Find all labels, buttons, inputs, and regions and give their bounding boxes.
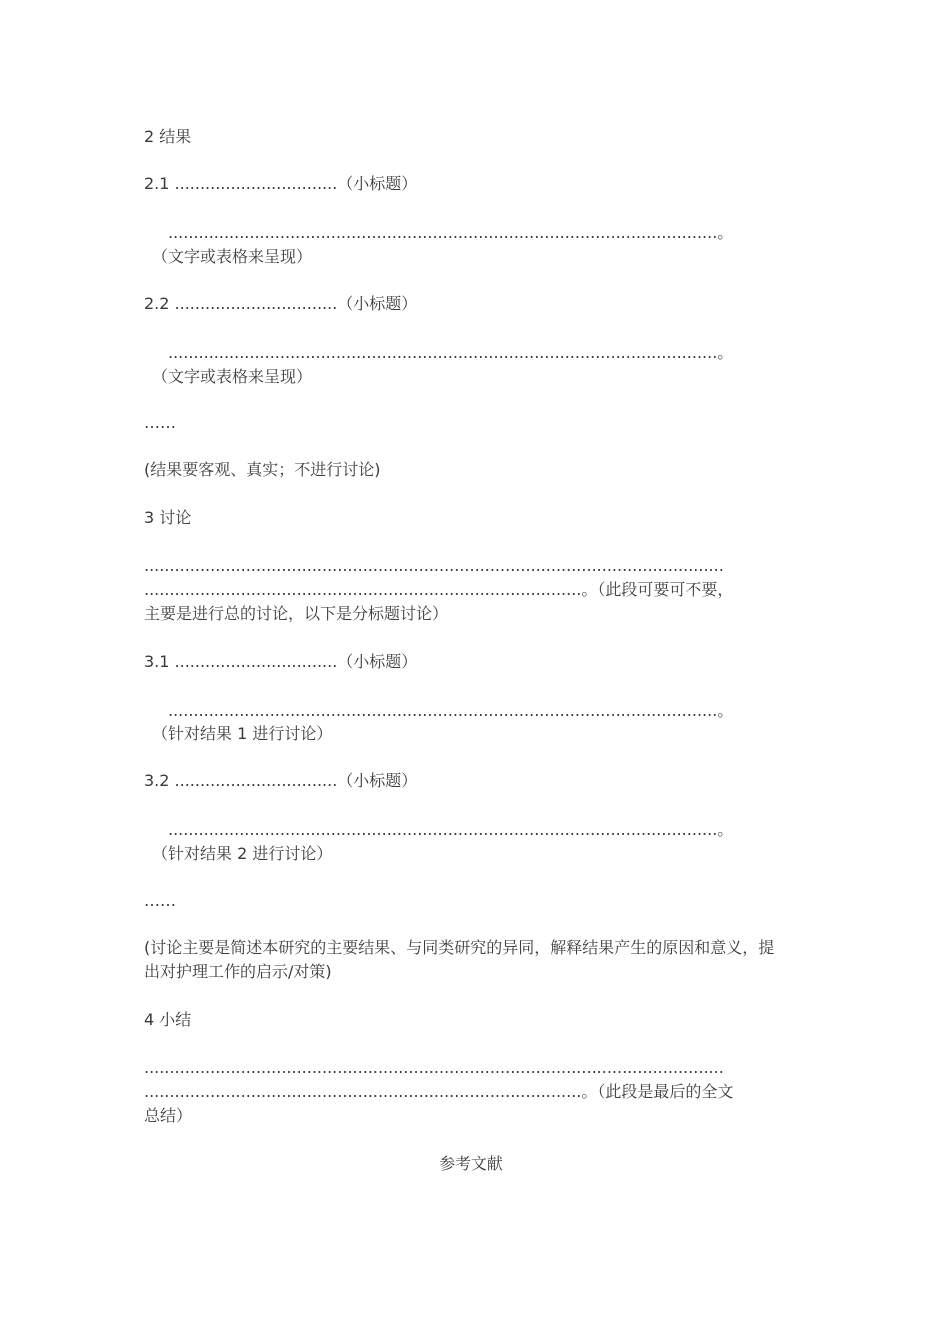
summary-line-3: 总结） <box>144 1106 193 1125</box>
discussion-intro-line-3: 主要是进行总的讨论，以下是分标题讨论） <box>144 604 449 623</box>
subheading-2-2: 2.2 ................................（小标题） <box>144 294 418 313</box>
placeholder-paragraph-2-2: ............................................................................................................。 <box>168 343 734 362</box>
note-2-1: （文字或表格来呈现） <box>152 247 313 266</box>
note-3-1: （针对结果 1 进行讨论） <box>152 724 333 743</box>
summary-heading: 4 小结 <box>144 1010 192 1029</box>
subheading-3-1: 3.1 ................................（小标题） <box>144 652 418 671</box>
discussion-note-line-1: (讨论主要是简述本研究的主要结果、与同类研究的异同，解释结果产生的原因和意义，提 <box>144 938 775 957</box>
placeholder-paragraph-2-1: ............................................................................................................。 <box>168 223 734 242</box>
discussion-intro-line-1: .................................................................................................................. <box>144 556 724 575</box>
results-heading: 2 结果 <box>144 127 192 146</box>
discussion-intro-line-2: ......................................................................................。（此段可要可不要， <box>144 580 734 599</box>
summary-line-1: .................................................................................................................. <box>144 1058 724 1077</box>
subheading-3-2: 3.2 ................................（小标题） <box>144 771 418 790</box>
placeholder-paragraph-3-1: ............................................................................................................。 <box>168 701 734 720</box>
discussion-note-line-2: 出对护理工作的启示/对策) <box>144 962 332 981</box>
placeholder-paragraph-3-2: ............................................................................................................。 <box>168 820 734 839</box>
results-ellipsis: …… <box>144 413 176 432</box>
summary-line-2: ......................................................................................。（此段是最后的全文 <box>144 1082 734 1101</box>
note-2-2: （文字或表格来呈现） <box>152 367 313 386</box>
discussion-heading: 3 讨论 <box>144 508 192 527</box>
references-heading: 参考文献 <box>439 1154 503 1173</box>
subheading-2-1: 2.1 ................................（小标题） <box>144 174 418 193</box>
discussion-ellipsis: …… <box>144 891 176 910</box>
note-3-2: （针对结果 2 进行讨论） <box>152 844 333 863</box>
results-note: (结果要客观、真实；不进行讨论) <box>144 460 381 479</box>
